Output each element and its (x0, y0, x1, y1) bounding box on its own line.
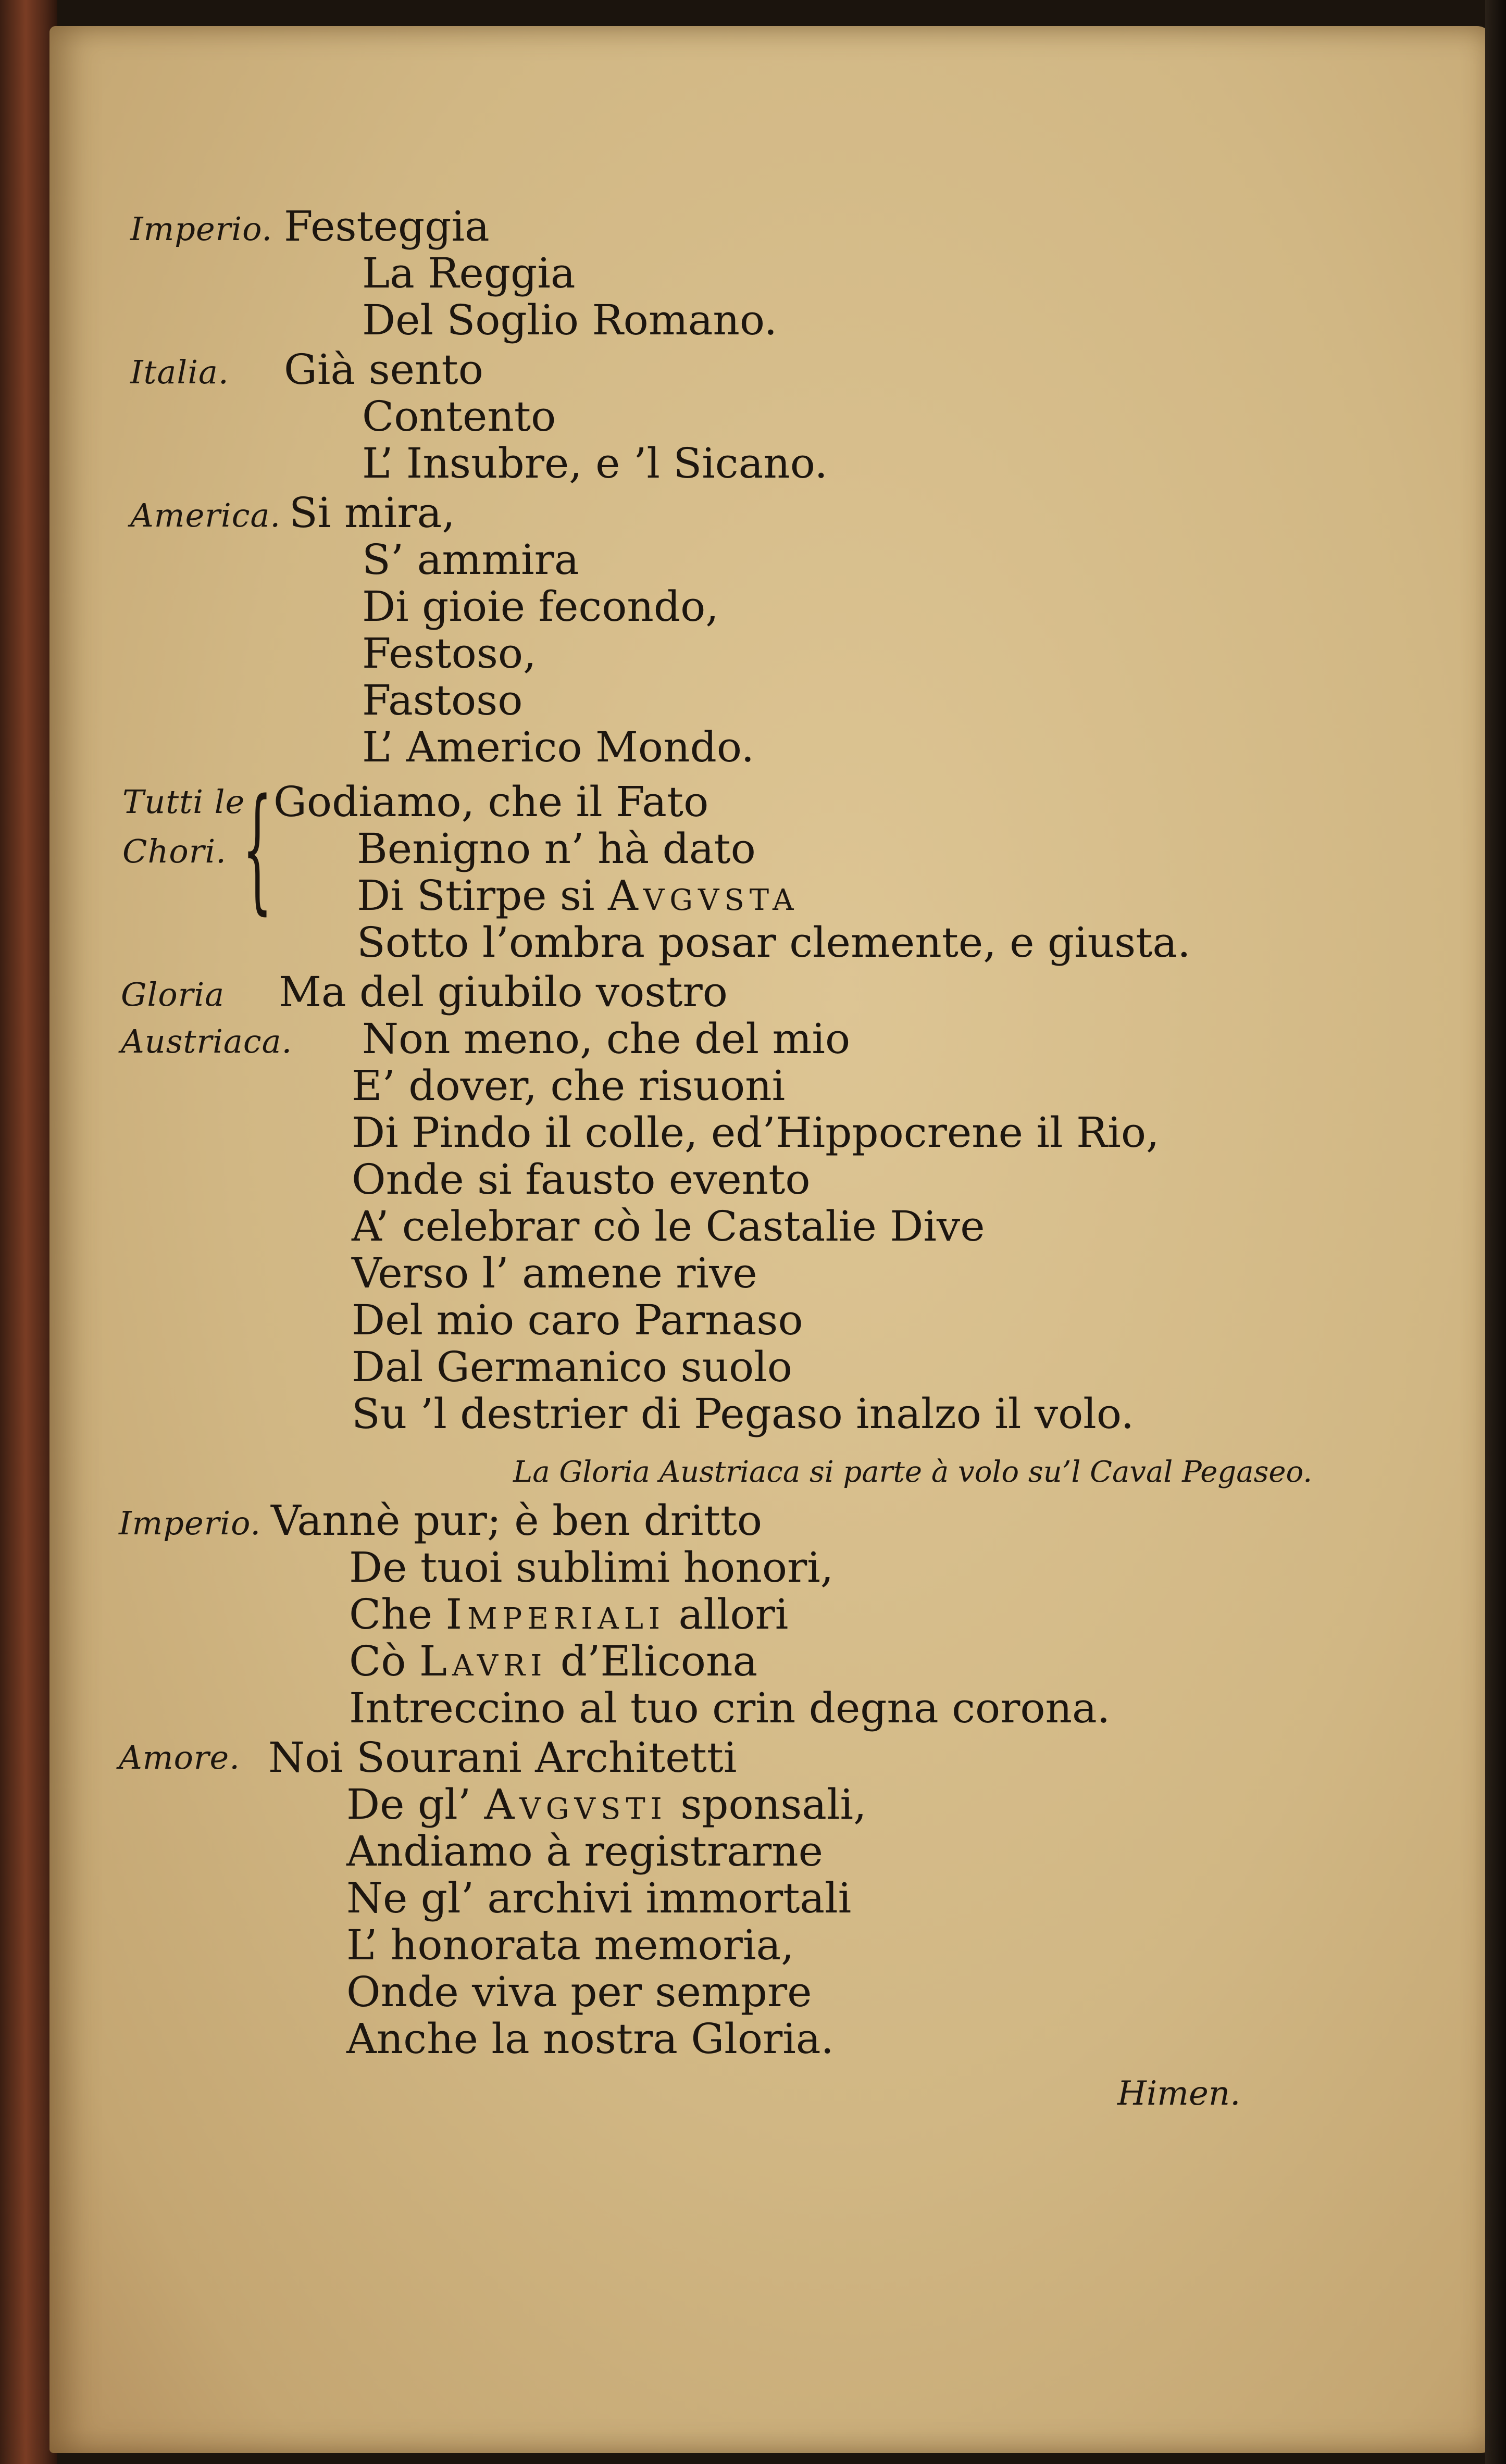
verse-line: Onde si fausto evento (352, 1155, 811, 1204)
verse-line: Festeggia (284, 202, 490, 251)
verse-line: Non meno, che del mio (362, 1015, 851, 1063)
stage-direction: La Gloria Austriaca si parte à volo su’l Caval Pegaseo. (513, 1455, 1313, 1489)
verse-line: Godiamo, che il Fato (273, 778, 709, 826)
verse-line: La Reggia (362, 249, 576, 297)
catchword: Himen. (1117, 2074, 1241, 2113)
speaker-label: Tutti le (122, 783, 245, 821)
small-caps-name: Imperiali (445, 1590, 666, 1639)
verse-line: Intreccino al tuo crin degna corona. (349, 1684, 1111, 1732)
verse-line: L’ honorata memoria, (346, 1921, 794, 1969)
small-caps-name: Avgvsti (484, 1780, 667, 1829)
verse-line: E’ dover, che risuoni (352, 1061, 786, 1110)
verse-line: Onde viva per sempre (346, 1968, 812, 2016)
verse-line: S’ ammira (362, 535, 579, 584)
speaker-label: Italia. (130, 353, 229, 391)
verse-line: Contento (362, 392, 556, 441)
verse-text: Di Stirpe si (357, 871, 595, 920)
speaker-label: Imperio. (130, 210, 273, 248)
speaker-label: Austriaca. (121, 1022, 293, 1060)
verse-line: Di Pindo il colle, ed’Hippocrene il Rio, (352, 1108, 1160, 1157)
verse-line: Vannè pur; è ben dritto (271, 1496, 763, 1545)
verse-text: Che (349, 1590, 433, 1639)
speaker-label: Gloria (121, 975, 225, 1014)
speaker-label: America. (130, 496, 281, 534)
speaker-label: Imperio. (119, 1504, 262, 1542)
speaker-label: Chori. (122, 832, 227, 870)
verse-line: Anche la nostra Gloria. (346, 2015, 834, 2063)
verse-line (346, 1781, 867, 1828)
speaker-label: Amore. (119, 1738, 240, 1777)
verse-line: Benigno n’ hà dato (357, 824, 756, 873)
verse-text: allori (678, 1590, 789, 1639)
verse-line: Verso l’ amene rive (352, 1249, 757, 1297)
verse-line: Di gioie fecondo, (362, 582, 719, 631)
verse-line: Ne gl’ archivi immortali (346, 1874, 852, 1922)
verse-line: L’ Americo Mondo. (362, 723, 755, 771)
verse-line: Su ’l destrier di Pegaso inalzo il volo. (352, 1390, 1135, 1438)
verse-line: Sotto l’ombra posar clemente, e giusta. (357, 918, 1191, 967)
verse-line: Si mira, (289, 489, 455, 537)
chorus-brace: { (242, 770, 272, 928)
verse-text: d’Elicona (560, 1637, 758, 1685)
verse-line: Dal Germanico suolo (352, 1343, 792, 1391)
verse-line: Andiamo à registrarne (346, 1827, 823, 1875)
small-caps-name: Lavri (419, 1637, 547, 1685)
verse-text: Cò (349, 1637, 406, 1685)
small-caps-name: Avgvsta (608, 871, 799, 920)
verse-line: Del mio caro Parnaso (352, 1296, 803, 1344)
verse-line: Già sento (284, 345, 483, 394)
verse-line: A’ celebrar cò le Castalie Dive (352, 1202, 985, 1250)
verse-line: Festoso, (362, 629, 537, 678)
verse-line: Del Soglio Romano. (362, 296, 778, 344)
verse-line: De tuoi sublimi honori, (349, 1543, 834, 1592)
verse-text: sponsali, (680, 1780, 867, 1829)
verse-text: De gl’ (346, 1780, 471, 1829)
verse-line (349, 1591, 788, 1638)
verse-line: L’ Insubre, e ’l Sicano. (362, 439, 828, 487)
verse-line (349, 1638, 757, 1685)
verse-line: Fastoso (362, 676, 523, 724)
verse-line: Noi Sourani Architetti (268, 1733, 737, 1782)
verse-line (357, 872, 799, 919)
verse-line: Ma del giubilo vostro (279, 968, 728, 1016)
